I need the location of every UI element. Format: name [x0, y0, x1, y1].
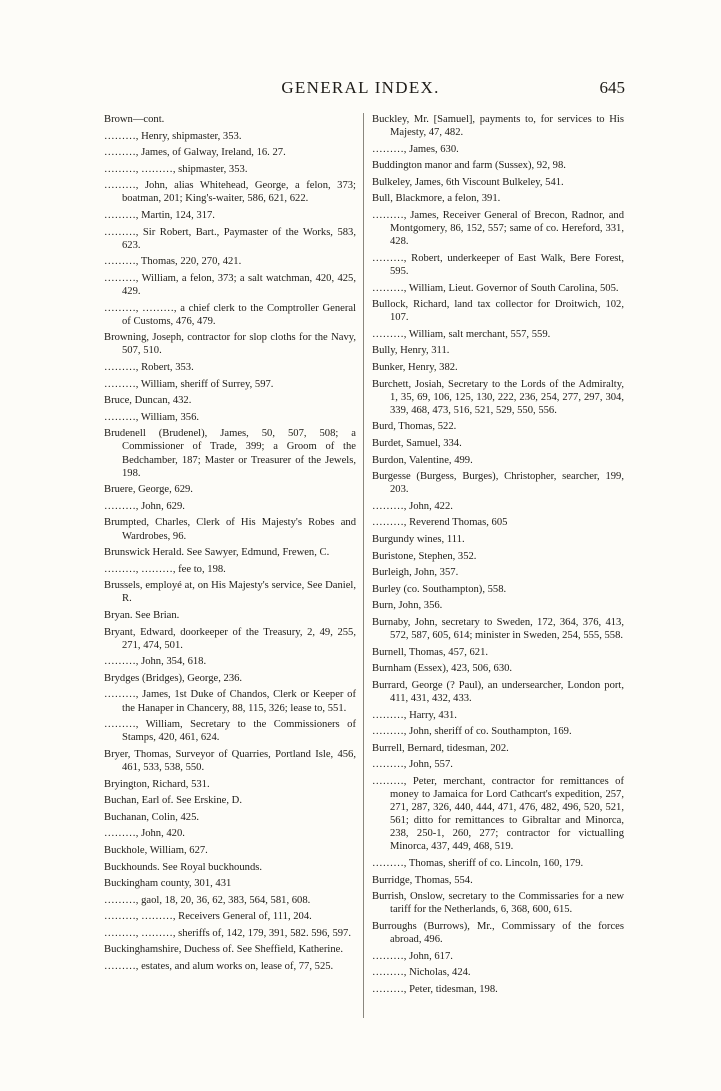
index-entry: ………, William, salt merchant, 557, 559. [372, 328, 551, 340]
index-entry: Bryan. See Brian. [104, 610, 180, 621]
index-entry: Buddington manor and farm (Sussex), 92, 98. [372, 160, 566, 172]
index-entry: ………, Sir Robert, Bart., Paymaster of the Works, 583, 623. [104, 226, 356, 251]
index-entry: Bruere, George, 629. [104, 484, 193, 496]
index-entry: ………, William, 356. [104, 411, 200, 423]
index-entry: Buckhole, William, 627. [104, 844, 208, 856]
index-entry: Brydges (Bridges), George, 236. [104, 672, 243, 684]
page-number: 645 [599, 78, 625, 97]
index-entry: Buckhounds. See Royal buckhounds. [104, 861, 263, 873]
index-entry: Burleigh, John, 357. [372, 567, 459, 579]
index-entry: Burnaby, John, secretary to Sweden, 172, 364, 376, 413, 572, 587, 605, 614; minister in Sweden, 254, 555, 558. [372, 617, 624, 642]
index-entry: Burn, John, 356. [372, 600, 443, 612]
index-entry: ………, William, sheriff of Surrey, 597. [104, 378, 274, 390]
index-entry: ………, Martin, 124, 317. [104, 210, 215, 222]
page-header [0, 78, 721, 102]
index-entry: Burroughs (Burrows), Mr., Commissary of the forces abroad, 496. [372, 920, 624, 945]
index-entry: ………, William, a felon, 373; a salt watchman, 420, 425, 429. [104, 272, 356, 298]
index-entry: Burrard, George (? Paul), an undersearcher, London port, 411, 431, 432, 433. [372, 679, 624, 704]
index-entry: ………, James, Receiver General of Brecon, Radnor, and Montgomery, 86, 152, 557; same of co. Hereford, 331, 428. [372, 210, 624, 248]
index-entry: ………, Thomas, sheriff of co. Lincoln, 160, 179. [372, 858, 584, 869]
index-entry: ………, Peter, tidesman, 198. [372, 983, 498, 995]
index-entry: Burnell, Thomas, 457, 621. [372, 646, 489, 658]
index-entry: Burridge, Thomas, 554. [372, 874, 473, 886]
index-entry: ………, William, Secretary to the Commissioners of Stamps, 420, 461, 624. [104, 719, 356, 744]
index-entry: Burd, Thomas, 522. [372, 421, 457, 433]
index-entry: Buckingham county, 301, 431 [104, 878, 232, 890]
index-entry: ………, William, Lieut. Governor of South Carolina, 505. [372, 282, 619, 294]
index-entry: Brunswick Herald. See Sawyer, Edmund, Frewen, C. [104, 547, 330, 559]
index-entry: Bruce, Duncan, 432. [104, 395, 192, 407]
index-entry: ………, ………, sheriffs of, 142, 179, 391, 582. 596, 597. [104, 927, 351, 939]
index-entry: Brown—cont. [104, 114, 165, 125]
index-entry: Browning, Joseph, contractor for slop cloths for the Navy, 507, 510. [104, 332, 356, 357]
index-entry: ………, John, 617. [372, 950, 453, 962]
index-entry: Burgundy wines, 111. [372, 534, 465, 546]
index-entry: Brudenell (Brudenel), James, 50, 507, 508; a Commissioner of Trade, 399; a Groom of the Bedchamber, 187; Master or Treasurer of the Jewels, 198. [104, 428, 356, 479]
index-entry: Burnham (Essex), 423, 506, 630. [372, 663, 513, 675]
index-entry: Bulkeley, James, 6th Viscount Bulkeley, 541. [372, 176, 564, 188]
index-entry: Burrell, Bernard, tidesman, 202. [372, 742, 509, 754]
index-column-right [372, 113, 624, 999]
index-entry: Buckley, Mr. [Samuel], payments to, for services to His Majesty, 47, 482. [372, 114, 624, 139]
index-column-left [104, 113, 356, 977]
index-entry: ………, John, 557. [372, 759, 453, 771]
index-entry: ………, Henry, shipmaster, 353. [104, 130, 242, 142]
index-entry: Burgesse (Burgess, Burges), Christopher, searcher, 199, 203. [372, 471, 624, 496]
index-entry: Burdon, Valentine, 499. [372, 454, 473, 466]
index-entry: Buchanan, Colin, 425. [104, 811, 200, 823]
index-entry: Burrish, Onslow, secretary to the Commissaries for a new tariff for the Netherlands, 6, 368, 600, 615. [372, 891, 624, 916]
index-entry: ………, James, 1st Duke of Chandos, Clerk or Keeper of the Hanaper in Chancery, 88, 115, 326; lease to, 551. [104, 689, 356, 714]
index-entry: Bull, Blackmore, a felon, 391. [372, 193, 501, 205]
index-entry: Bryington, Richard, 531. [104, 778, 210, 790]
index-entry: Brussels, employé at, on His Majesty's service, See Daniel, R. [104, 580, 356, 605]
page-title: GENERAL INDEX. [281, 78, 440, 97]
index-entry: Burdet, Samuel, 334. [372, 437, 462, 449]
index-entry: ………, Nicholas, 424. [372, 967, 471, 979]
index-entry: ………, estates, and alum works on, lease of, 77, 525. [104, 961, 334, 973]
index-entry: Bunker, Henry, 382. [372, 362, 458, 373]
index-entry: ………, Robert, underkeeper of East Walk, Bere Forest, 595. [372, 252, 624, 277]
index-entry: ………, Thomas, 220, 270, 421. [104, 256, 242, 268]
index-entry: Buristone, Stephen, 352. [372, 550, 477, 562]
index-entry: ………, John, 629. [104, 500, 185, 512]
index-entry: Brumpted, Charles, Clerk of His Majesty's Robes and Wardrobes, 96. [104, 517, 356, 542]
index-entry: ………, Peter, merchant, contractor for remittances of money to Jamaica for Lord Cathcart's expedition, 257, 271, 287, 326, 440, 444, 471, 476, 482, 496, 520, 521, 561; ditto for remittances to Gibraltar and Minorca, 238, 250-1, 260, 277; contractor for victualling Minorca, 437, 449, 468, 519. [372, 775, 624, 853]
index-entry: ………, John, 420. [104, 828, 185, 840]
index-entry: Bullock, Richard, land tax collector for Droitwich, 102, 107. [372, 299, 624, 324]
index-entry: Buckinghamshire, Duchess of. See Sheffield, Katherine. [104, 944, 343, 956]
index-entry: Burchett, Josiah, Secretary to the Lords of the Admiralty, 1, 35, 69, 106, 125, 130, 222, 236, 254, 277, 297, 304, 339, 468, 473, 516, 521, 529, 550, 556. [372, 378, 624, 416]
index-entry: ………, John, 354, 618. [104, 656, 207, 668]
index-entry: Burley (co. Southampton), 558. [372, 583, 507, 595]
index-entry: ………, James, 630. [372, 143, 459, 155]
index-entry: ………, Robert, 353. [104, 362, 194, 373]
index-entry: ………, John, 422. [372, 500, 453, 512]
index-entry: ………, ………, a chief clerk to the Comptroller General of Customs, 476, 479. [104, 302, 356, 327]
index-entry: Bryer, Thomas, Surveyor of Quarries, Portland Isle, 456, 461, 533, 538, 550. [104, 748, 356, 773]
index-entry: Buchan, Earl of. See Erskine, D. [104, 795, 242, 807]
index-entry: ………, gaol, 18, 20, 36, 62, 383, 564, 581, 608. [104, 894, 311, 906]
index-entry: ………, ………, fee to, 198. [104, 563, 226, 575]
index-entry: ………, Reverend Thomas, 605 [372, 517, 508, 529]
column-divider [363, 113, 364, 1018]
index-entry: Bully, Henry, 311. [372, 345, 450, 357]
index-entry: Bryant, Edward, doorkeeper of the Treasury, 2, 49, 255, 271, 474, 501. [104, 626, 356, 651]
index-entry: ………, James, of Galway, Ireland, 16. 27. [104, 147, 286, 159]
index-entry: ………, Harry, 431. [372, 709, 457, 721]
index-entry: ………, John, alias Whitehead, George, a felon, 373; boatman, 201; King's-waiter, 586, 621, 622. [104, 180, 356, 205]
index-entry: ………, ………, Receivers General of, 111, 204. [104, 911, 312, 923]
index-entry: ………, John, sheriff of co. Southampton, 169. [372, 726, 572, 738]
index-entry: ………, ………, shipmaster, 353. [104, 163, 248, 175]
